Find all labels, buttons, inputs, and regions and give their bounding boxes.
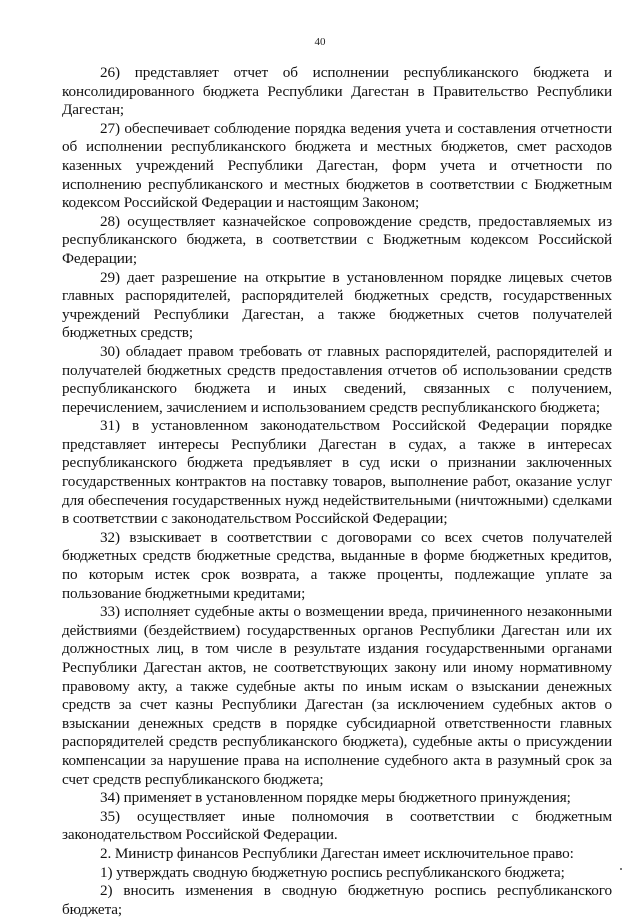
section-2-item-2: 2) вносить изменения в сводную бюджетную роспись республиканского бюджета; xyxy=(62,882,612,918)
document-body xyxy=(62,64,612,919)
paragraph-30: 30) обладает правом требовать от главных распорядителей, распорядителей и получателей бюджетных средств предоставления отчетов об использовании средств республиканского бюджета и иных сведений, связанных с получением, перечислением, зачислением и использованием средств республиканского бюджета; xyxy=(62,342,612,416)
paragraph-28: 28) осуществляет казначейское сопровождение средств, предоставляемых из республиканского бюджета, в соответствии с Бюджетным кодексом Российской Федерации; xyxy=(62,212,612,267)
page-number: 40 xyxy=(314,36,326,48)
scan-speck xyxy=(620,868,622,870)
paragraph-26: 26) представляет отчет об исполнении республиканского бюджета и консолидированного бюджета Республики Дагестан в Правительство Республики Дагестан; xyxy=(62,64,612,119)
paragraph-31: 31) в установленном законодательством Российской Федерации порядке представляет интересы Республики Дагестан в судах, а также в интересах республиканского бюджета предъявляет в суд иски о признании заключенных государственных контрактов на поставку товаров, выполнение работ, оказание услуг для обеспечения государственных нужд недействительными (ничтожными) сделками в соответствии с законодательством Российской Федерации; xyxy=(62,417,612,528)
section-2-item-1: 1) утверждать сводную бюджетную роспись республиканского бюджета; xyxy=(100,863,565,881)
paragraph-29: 29) дает разрешение на открытие в установленном порядке лицевых счетов главных распорядителей, распорядителей бюджетных средств, государственных учреждений Республики Дагестан, а также бюджетных счетов получателей бюджетных средств; xyxy=(62,268,612,342)
paragraph-35: 35) осуществляет иные полномочия в соответствии с бюджетным законодательством Российской Федерации. xyxy=(62,807,612,844)
paragraph-27: 27) обеспечивает соблюдение порядка ведения учета и составления отчетности об исполнении республиканского бюджета и местных бюджетов, смет расходов казенных учреждений Республики Дагестан, форм учета и отчетности по исполнению республиканского и местных бюджетов в соответствии с Бюджетным кодексом Российской Федерации и настоящим Законом; xyxy=(62,119,612,212)
paragraph-34: 34) применяет в установленном порядке меры бюджетного принуждения; xyxy=(100,789,571,807)
paragraph-32: 32) взыскивает в соответствии с договорами со всех счетов получателей бюджетных средств бюджетные средства, выданные в форме бюджетных кредитов, по которым истек срок возврата, а также проценты, подлежащие уплате за пользование бюджетными кредитами; xyxy=(62,528,612,602)
section-2-heading: 2. Министр финансов Республики Дагестан имеет исключительное право: xyxy=(100,844,574,862)
paragraph-33: 33) исполняет судебные акты о возмещении вреда, причиненного незаконными действиями (бездействием) государственных органов Республики Дагестан или их должностных лиц, в том числе в результате издания государственными органами Республики Дагестан актов, не соответствующих закону или иному нормативному правовому акту, а также судебные акты по иным искам о взыскании денежных средств за счет казны Республики Дагестан (за исключением судебных актов о взыскании денежных средств в порядке субсидиарной ответственности главных распорядителей средств республиканского бюджета), судебные акты о присуждении компенсации за нарушение права на исполнение судебного акта в разумный срок за счет средств республиканского бюджета; xyxy=(62,603,612,788)
